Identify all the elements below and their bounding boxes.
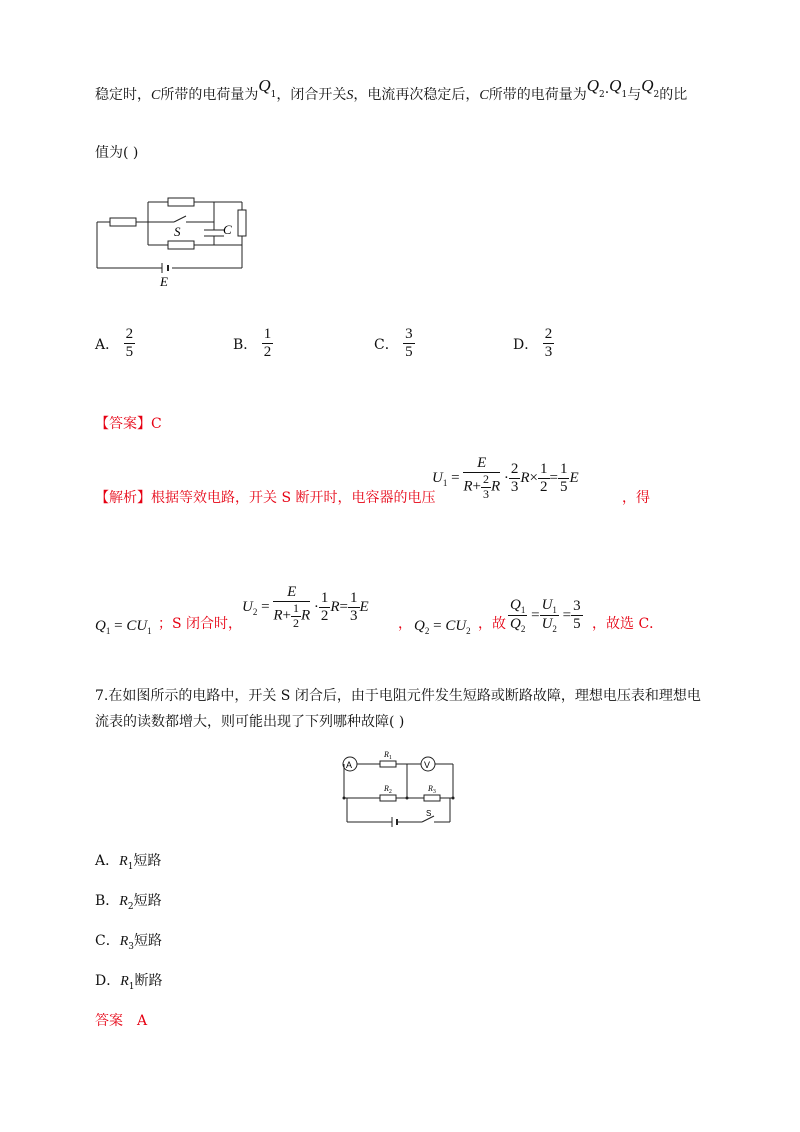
q7-stem-line1: 7.在如图所示的电路中，开关 S 闭合后，由于电阻元件发生短路或断路故障，理想电压表和理想电: [95, 688, 701, 704]
q7-answer: 答案 A: [95, 1013, 148, 1029]
r1-label: $R_1$: [384, 750, 392, 761]
q6-analysis-s-closed: ；S 闭合时，: [158, 616, 243, 632]
q6-answer: 【答案】C: [95, 416, 162, 432]
q6-analysis-label: 【解析】根据等效电路，开关 S 断开时，电容器的电压: [95, 490, 436, 506]
formula-q1: $Q_1 = CU_1$: [95, 618, 152, 636]
q7-option-b[interactable]: B．$R_2$短路: [95, 893, 162, 912]
formula-u1: $U_1$ = E R+ $\frac{2}{3}$ R · $\frac{2}{3}$ R× $\frac{1}{2}$ = $\frac{1}{5}$ E: [432, 455, 579, 502]
q6-option-c[interactable]: C． $\frac{3}{5}$: [374, 326, 413, 361]
r3-label: $R_3$: [428, 784, 436, 795]
circuit-label-e: E: [160, 274, 168, 289]
q6-option-d[interactable]: D． $\frac{2}{3}$: [513, 326, 553, 361]
q6-analysis-gu: ，故: [478, 616, 506, 632]
q6-circuit-diagram: [90, 190, 260, 290]
q7-stem-line2: 流表的读数都增大，则可能出现了下列哪种故障( ): [95, 714, 405, 730]
circuit-label-c: C: [223, 222, 232, 237]
formula-ratio: $\frac{Q_1}{Q_2}$ = $\frac{U_1}{U_2}$ = $\frac{3}{5}$: [510, 597, 581, 635]
q6-comma: ，: [398, 616, 412, 632]
q6-analysis-de: ，得: [622, 490, 650, 506]
q7-option-d[interactable]: D．$R_1$断路: [95, 973, 163, 992]
q6-stem-line1: 稳定时，C所带的电荷量为$Q_1$，闭合开关S，电流再次稳定后，C所带的电荷量为$Q_2.Q_1$与$Q_2$的比: [95, 76, 688, 103]
q7-option-c[interactable]: C．$R_3$短路: [95, 933, 163, 952]
q6-option-b[interactable]: B． $\frac{1}{2}$: [233, 326, 272, 361]
r2-label: $R_2$: [384, 784, 392, 795]
formula-q2: $Q_2 = CU_2$: [414, 618, 471, 636]
q6-option-a[interactable]: A． $\frac{2}{5}$: [95, 326, 134, 361]
ammeter-label: A: [346, 760, 353, 770]
circuit-label-s: S: [174, 224, 181, 239]
formula-u2: $U_2$ = E R+ $\frac{1}{2}$ R · $\frac{1}{2}$ R= $\frac{1}{3}$ E: [242, 584, 369, 631]
q6-analysis-end: ，故选 C．: [592, 616, 664, 632]
q7-circuit-diagram: [340, 746, 460, 830]
q7-option-a[interactable]: A．$R_1$短路: [95, 853, 162, 872]
switch-label: S: [426, 809, 432, 818]
voltmeter-label: V: [424, 760, 431, 770]
q6-stem-line2: 值为( ): [95, 145, 139, 161]
